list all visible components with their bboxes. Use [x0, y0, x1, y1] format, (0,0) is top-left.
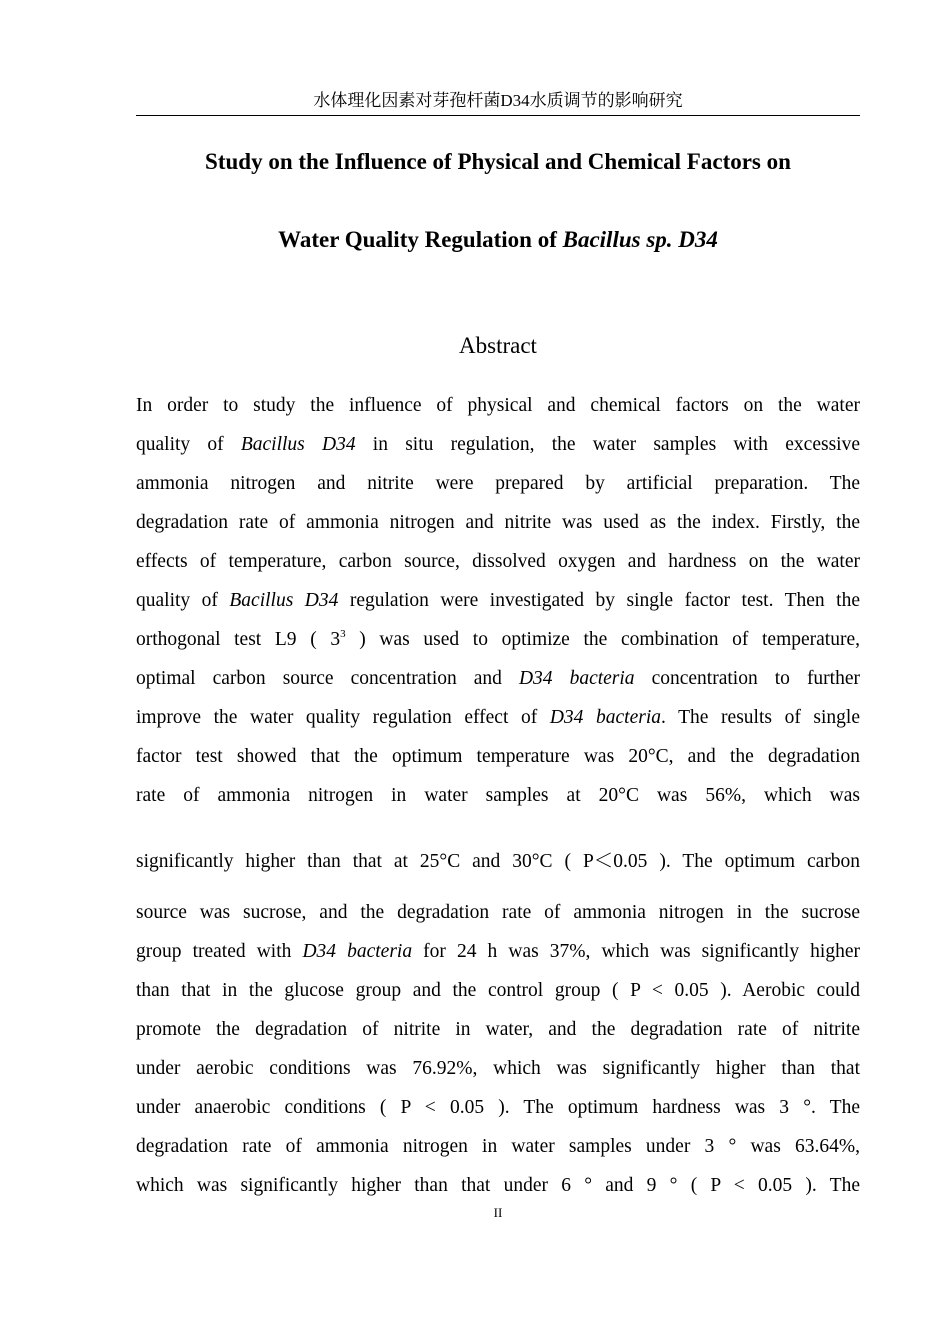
text-run: ) was used to optimize the combination of temperature,	[345, 629, 860, 650]
text-run: concentration to further	[634, 668, 860, 689]
abstract-line	[136, 940, 860, 964]
text-run: under aerobic conditions was 76.92%, which was significantly higher than that	[136, 1058, 860, 1079]
abstract-line	[136, 850, 860, 874]
text-run: rate of ammonia nitrogen in water samples at 20°C was 56%, which was	[136, 785, 860, 806]
text-run: under anaerobic conditions ( P < 0.05 ). The optimum hardness was 3 °. The	[136, 1097, 860, 1118]
italic-term: Bacillus D34	[229, 590, 339, 611]
italic-term: D34 bacteria	[549, 707, 661, 728]
abstract-line	[136, 472, 860, 496]
text-run: degradation rate of ammonia nitrogen in water samples under 3 ° was 63.64%,	[136, 1136, 860, 1157]
superscript: 3	[340, 628, 346, 640]
abstract-line	[136, 1135, 860, 1159]
text-run: group treated with	[136, 941, 303, 962]
abstract-line	[136, 628, 860, 652]
text-run: promote the degradation of nitrite in water, and the degradation rate of nitrite	[136, 1019, 860, 1040]
paper-title-line-1: Study on the Influence of Physical and Chemical Factors on	[205, 149, 791, 174]
text-run: ammonia nitrogen and nitrite were prepared by artificial preparation. The	[136, 473, 860, 494]
abstract-heading: Abstract	[459, 333, 537, 358]
text-run: degradation rate of ammonia nitrogen and nitrite was used as the index. Firstly, the	[136, 512, 860, 533]
abstract-line	[136, 1057, 860, 1081]
abstract-line	[136, 589, 860, 613]
abstract-line	[136, 901, 860, 925]
page-number: II	[493, 1205, 503, 1220]
abstract-line	[136, 433, 860, 457]
title-species-name: Bacillus sp. D34	[562, 227, 718, 252]
abstract-line	[136, 550, 860, 574]
text-run: effects of temperature, carbon source, dissolved oxygen and hardness on the water	[136, 551, 860, 572]
text-run: than that in the glucose group and the control group ( P < 0.05 ). Aerobic could	[136, 980, 860, 1001]
abstract-line	[136, 1018, 860, 1042]
header-rule	[136, 115, 860, 116]
text-run: source was sucrose, and the degradation rate of ammonia nitrogen in the sucrose	[136, 902, 860, 923]
italic-term: D34 bacteria	[302, 941, 413, 962]
text-run: regulation were investigated by single factor test. Then the	[338, 590, 860, 611]
text-run: significantly higher than that at 25°C and 30°C ( P＜0.05 ). The optimum carbon	[136, 851, 860, 872]
text-run: optimal carbon source concentration and	[136, 668, 519, 689]
abstract-line	[136, 667, 860, 691]
text-run: quality of	[136, 590, 230, 611]
text-run: orthogonal test L9 ( 3	[136, 629, 341, 650]
abstract-line	[136, 784, 860, 808]
italic-term: D34 bacteria	[518, 668, 635, 689]
text-run: quality of	[136, 434, 241, 455]
abstract-line	[136, 394, 860, 418]
abstract-line	[136, 1174, 860, 1198]
italic-term: Bacillus D34	[240, 434, 356, 455]
abstract-line	[136, 706, 860, 730]
title-line-2-text: Water Quality Regulation of	[278, 227, 563, 252]
text-run: for 24 h was 37%, which was significantly higher	[412, 941, 860, 962]
abstract-line	[136, 979, 860, 1003]
abstract-line	[136, 511, 860, 535]
paper-title-line-2	[136, 226, 860, 254]
text-run: factor test showed that the optimum temperature was 20°C, and the degradation	[136, 746, 860, 767]
text-run: In order to study the influence of physical and chemical factors on the water	[136, 395, 860, 416]
abstract-line	[136, 1096, 860, 1120]
text-run: in situ regulation, the water samples with excessive	[355, 434, 860, 455]
text-run: improve the water quality regulation effect of	[136, 707, 550, 728]
running-header: 水体理化因素对芽孢杆菌D34水质调节的影响研究	[313, 91, 683, 110]
text-run: . The results of single	[661, 707, 860, 728]
text-run: which was significantly higher than that under 6 ° and 9 ° ( P < 0.05 ). The	[136, 1175, 860, 1196]
abstract-line	[136, 745, 860, 769]
